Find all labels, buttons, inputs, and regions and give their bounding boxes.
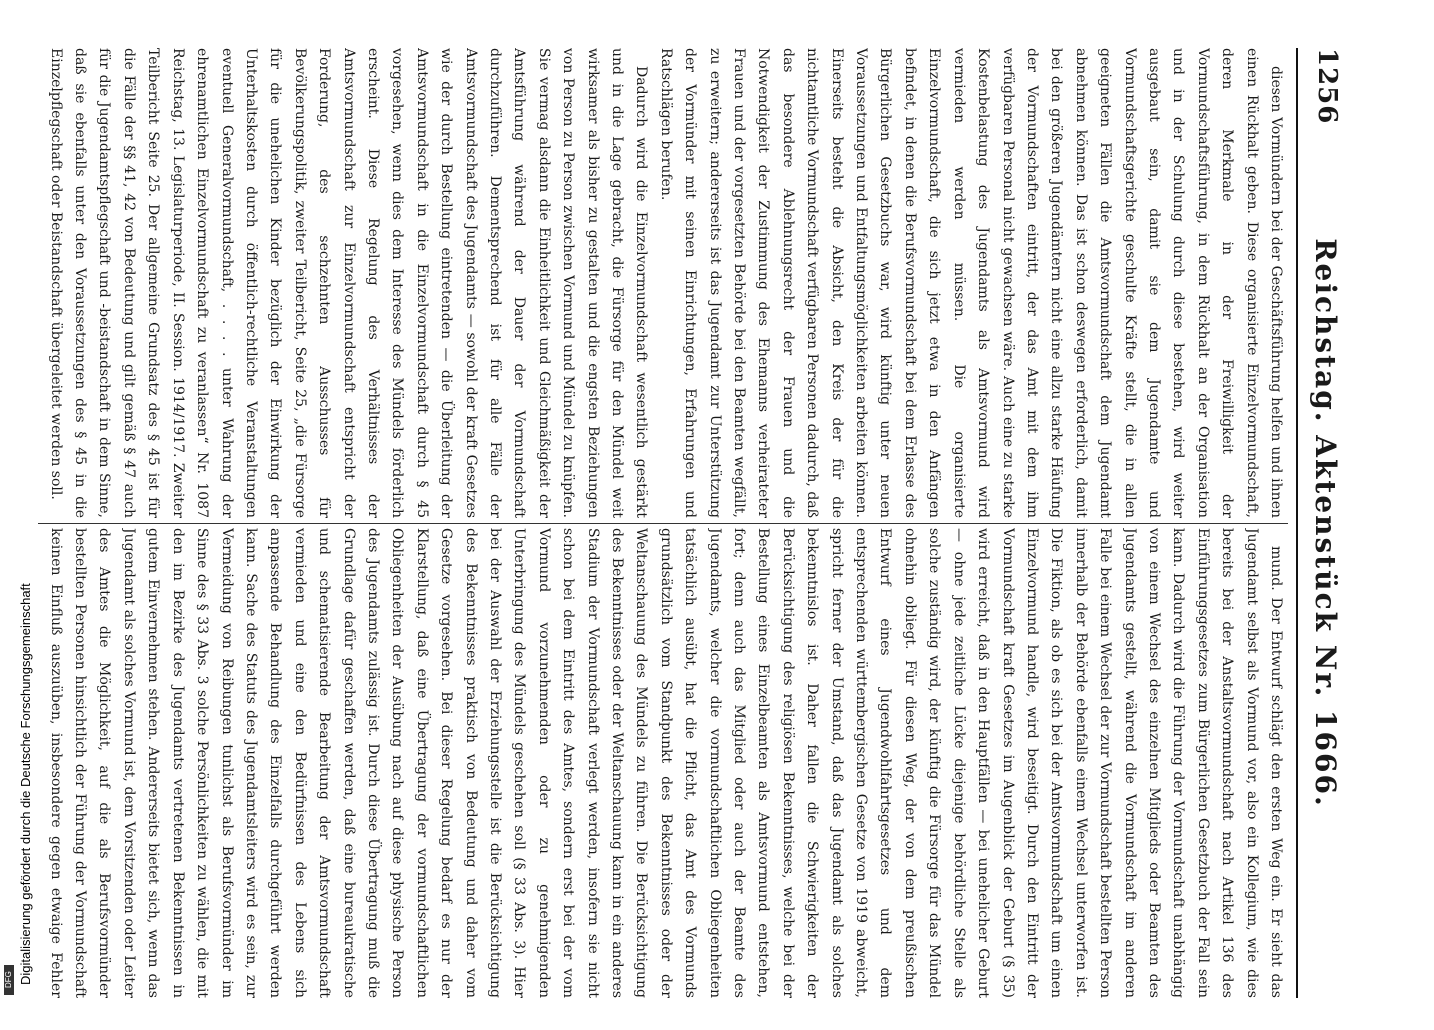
page-title: Reichstag. Aktenstück Nr. 1666. bbox=[1309, 238, 1342, 808]
column-divider bbox=[38, 523, 1288, 524]
rotated-page bbox=[20, 30, 1360, 1030]
paragraph: mund. Der Entwurf schlägt den ersten Weg ein. Er sieht das Jugendamt selbst als Vormund vor, also ein Kollegium, wie dies bereits bei der Anstaltsvormundschaft nach Artikel 136 des Einführungsgesetzes zum Bürgerlichen Gesetzbuch der Fall sein kann. Dadurch wird die Führung der Vormundschaft unabhängig von einem Wechsel des einzelnen Mitglieds oder Beamten des Jugendamts gestellt, während die Vormundschaft im anderen Falle bei einem Wechsel der zur Vormundschaft bestellten Person innerhalb der Behörde ebenfalls einem Wechsel unterworfen ist. Die Fiktion, als ob es sich bei der Amtsvormundschaft um einen Einzelvormund handle, wird beseitigt. Durch den Eintritt der Vormundschaft kraft Gesetzes im Augenblick der Geburt (§ 35) wird erreicht, daß in den Hauptfällen — bei unehelicher Geburt — ohne jede zeitliche Lücke diejenige behördliche Stelle als solche zuständig wird, der künftig die Fürsorge für das Mündel ohnehin obliegt. Für diesen Weg, der von dem preußischen Entwurf eines Jugendwohlfahrtsgesetzes und dem entsprechenden württembergischen Gesetze von 1919 abweicht, spricht ferner der Umstand, daß das Jugendamt als solches bekenntnislos ist. Daher fallen die Schwierigkeiten der Berücksichtigung des religiösen Bekenntnisses, welche bei der Bestellung eines Einzelbeamten als Amtsvormund entstehen, fort; denn auch das Mitglied oder auch der Beamte des Jugendamts, welcher die vormundschaftlichen Obliegenheiten tatsächlich ausübt, hat die Pflicht, das Amt des Vormunds grundsätzlich vom Standpunkt des Bekenntnisses oder der Weltanschauung des Mündels zu führen. Die Berücksichtigung des Bekenntnisses oder der Weltanschauung kann in ein anderes Stadium der Vormundschaft verlegt werden, insofern sie nicht schon bei dem Eintritt des Amtes, sondern erst bei der vom Vormund vorzunehmenden oder zu genehmigenden Unterbringung des Mündels geschehen soll (§ 33 Abs. 3). Hier bei der Auswahl der Erziehungsstelle ist die Berücksichtigung des Bekenntnisses praktisch von Bedeutung und daher vom Gesetze vorgesehen. Bei dieser Regelung bedarf es nur der Klarstellung, daß eine Übertragung der vormundschaftlichen Obliegenheiten der Ausübung nach auf diese physische Person des Jugendamts zulässig ist. Durch diese Übertragung muß die Grundlage dafür geschaffen werden, daß eine bureaukratische und schematisierende Bearbeitung der Amtsvormundschaft vermieden und eine den Bedürfnissen des Lebens sich anpassende Behandlung des Einzelfalls durchgeführt werden kann. Sache des Statuts des Jugendamtsleiters wird es sein, zur Vermeidung von Reibungen tunlichst als Berufsvormünder im Sinne des § 33 Abs. 3 solche Persönlichkeiten zu wählen, die mit den im Bezirke des Jugendamts vertretenen Bekenntnissen in gutem Einvernehmen stehen. Andererseits bietet sich, wenn das Jugendamt als solches Vormund ist, dem Vorsitzenden oder Leiter des Amtes die Möglichkeit, auf die als Berufsvormünder bestellten Personen hinsichtlich der Führung der Vormundschaft keinen Einfluß auszuüben, insbesondere gegen etwaige Fehler bbox=[47, 528, 1284, 998]
paragraph: Dadurch wird die Einzelvormundschaft wesentlich gestärkt und in die Lage gebracht, die Fürsorge für den Mündel weit wirksamer als bisher zu gestalten und die engsten Beziehungen von Person zu Person zwischen Vormund und Mündel zu knüpfen. Sie vermag alsdann die Einheitlichkeit und Gleichmäßigkeit der Amtsführung während der Dauer der Vormundschaft durchzuführen. Dementsprechend ist für alle Fälle der Amtsvormundschaft des Jugendamts — sowohl der kraft Gesetzes wie der durch Bestellung eintretenden — die Überleitung der Amtsvormundschaft in die Einzelvormundschaft durch § 45 vorgesehen, wenn dies dem Interesse des Mündels förderlich erscheint. Diese Regelung des Verhältnisses der Amtsvormundschaft zur Einzelvormundschaft entspricht der Forderung, des sechzehnten Ausschusses für Bevölkerungspolitik, zweiter Teilbericht, Seite 25, „die Fürsorge für die unehelichen Kinder bezüglich der Einwirkung der Unterhaltskosten durch öffentlich-rechtliche Veranstaltungen eventuell Generalvormundschaft, . . . . unter Wahrung der ehrenamtlichen Einzelvormundschaft zu veranlassen“ Nr. 1087 Reichstag, 13. Legislaturperiode, II. Session. 1914/1917. Zweiter Teilbericht Seite 25. Der allgemeine Grundsatz des § 45 ist für die Fälle der §§ 41, 42 von Bedeutung und gilt gemäß § 47 auch für die Jugendamtspflegschaft und -beistandschaft in dem Sinne, daß sie ebenfalls unter den Voraussetzungen des § 45 in die Einzelpflegschaft oder Beistandschaft übergeleitet werden soll. bbox=[47, 48, 650, 518]
header-rule bbox=[1296, 48, 1298, 998]
dfg-logo: DFG bbox=[4, 965, 14, 995]
page-number: 1256 bbox=[1312, 48, 1342, 125]
column-left bbox=[38, 48, 1288, 518]
paragraph bbox=[38, 48, 43, 518]
column-right bbox=[38, 528, 1288, 998]
paragraph: diesen Vormündern bei der Geschäftsführung helfen und ihnen einen Rückhalt geben. Diese organisierte Einzelvormundschaft, deren Merkmale in der Freiwilligkeit der Vormundschaftsführung, in dem Rückhalt an der Organisation und in der Schulung durch diese bestehen, wird weiter ausgebaut sein, damit sie dem Jugendamte und Vormundschaftsgerichte geschulte Kräfte stellt, die in allen geeigneten Fällen die Amtsvormundschaft dem Jugendamt abnehmen können. Das ist schon deswegen erforderlich, damit bei den größeren Jugendämtern nicht eine allzu starke Häufung der Vormundschaften eintritt, der das Amt mit dem ihm verfügbaren Personal nicht gewachsen wäre. Auch eine zu starke Kostenbelastung des Jugendamts als Amtsvormund wird vermieden werden müssen. Die organisierte Einzelvormundschaft, die sich jetzt etwa in den Anfängen befindet, in denen die Berufsvormundschaft bei dem Erlasse des Bürgerlichen Gesetzbuchs war, wird künftig unter neuen Voraussetzungen und Entfaltungsmöglichkeiten arbeiten können. Einerseits besteht die Absicht, den Kreis der für die nichtamtliche Vormundschaft verfügbaren Personen dadurch, daß das besondere Ablehnungsrecht der Frauen und die Notwendigkeit der Zustimmung des Ehemanns verheirateter Frauen und der vorgesetzten Behörde bei den Beamten wegfällt, zu erweitern; andererseits ist das Jugendamt zur Unterstützung der Vormünder mit seinen Einrichtungen, Erfahrungen und Ratschlägen berufen. bbox=[657, 48, 1284, 518]
page-header bbox=[1304, 48, 1350, 998]
digitization-credit: Digitalisierung gefördert durch die Deutsche Forschungsgemeinschaft bbox=[18, 583, 33, 985]
